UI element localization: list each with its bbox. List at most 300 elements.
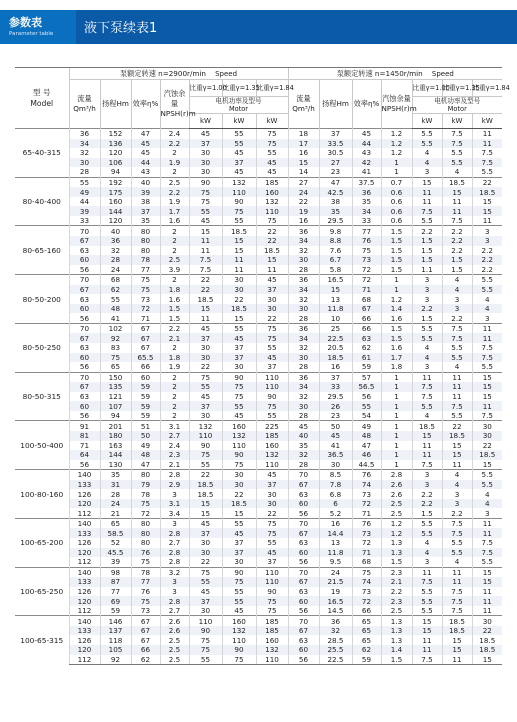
data-cell: 185	[256, 616, 288, 626]
data-cell: 60	[69, 255, 100, 265]
data-cell: 56	[352, 392, 381, 402]
data-cell: 15	[442, 450, 472, 460]
data-cell: 60	[69, 353, 100, 363]
data-cell: 160	[256, 187, 288, 197]
data-cell: 3	[412, 167, 442, 177]
data-cell: 90	[256, 587, 288, 597]
data-cell: 45	[256, 158, 288, 168]
data-cell: 1.3	[381, 626, 412, 636]
data-cell: 77	[352, 226, 381, 236]
data-cell: 4	[412, 158, 442, 168]
speed-1450-header	[288, 68, 502, 80]
data-cell: 1.7	[160, 206, 189, 216]
data-cell: 22.5	[319, 655, 352, 665]
data-cell: 5.5	[472, 557, 502, 567]
data-cell: 2.5	[160, 655, 189, 665]
data-cell: 1.5	[160, 304, 189, 314]
data-cell: 76	[352, 470, 381, 480]
data-cell: 45	[131, 148, 160, 158]
data-cell: 68	[100, 275, 131, 285]
data-cell: 3	[472, 236, 502, 246]
data-cell: 37	[319, 372, 352, 382]
data-cell: 48	[352, 431, 381, 441]
data-cell: 225	[256, 421, 288, 431]
data-cell: 7.5	[442, 518, 472, 528]
data-cell: 2	[160, 275, 189, 285]
data-cell: 36	[69, 129, 100, 139]
data-cell: 1.1	[412, 265, 442, 275]
data-cell: 72	[131, 508, 160, 518]
data-cell: 185	[256, 431, 288, 441]
data-cell: 34	[352, 206, 381, 216]
data-cell: 9.8	[319, 226, 352, 236]
data-cell: 7.5	[412, 460, 442, 470]
data-cell: 2.8	[160, 528, 189, 538]
table-row	[15, 197, 502, 207]
data-cell: 55	[189, 382, 222, 392]
data-cell: 41	[319, 441, 352, 451]
data-cell: 15	[472, 577, 502, 587]
data-cell: 14	[288, 167, 319, 177]
data-cell: 70	[288, 470, 319, 480]
data-cell: 25.5	[319, 645, 352, 655]
data-cell: 73	[352, 489, 381, 499]
sg1-header-1450: 比重γ=1.00	[412, 80, 442, 97]
data-cell: 21.5	[319, 577, 352, 587]
data-cell: 37	[189, 401, 222, 411]
data-cell: 1.6	[160, 216, 189, 226]
model-label: 型 号	[32, 88, 51, 97]
data-cell: 1.5	[412, 246, 442, 256]
data-cell: 90	[222, 197, 256, 207]
data-cell: 112	[69, 655, 100, 665]
data-cell: 80	[131, 538, 160, 548]
data-cell: 15	[412, 626, 442, 636]
data-cell: 4	[412, 411, 442, 421]
model-cell: 80-50-250	[15, 323, 69, 372]
data-cell: 76	[352, 518, 381, 528]
data-cell: 15	[472, 460, 502, 470]
data-cell: 56	[69, 313, 100, 323]
data-cell: 1	[381, 158, 412, 168]
data-cell: 11	[222, 265, 256, 275]
data-cell: 40	[288, 431, 319, 441]
sg3-header-1450: 比重γ=1.84	[472, 80, 502, 97]
data-cell: 150	[100, 372, 131, 382]
data-cell: 1.3	[381, 548, 412, 558]
data-cell: 2.4	[160, 441, 189, 451]
data-cell: 73	[352, 587, 381, 597]
data-cell: 2.2	[442, 226, 472, 236]
data-cell: 120	[69, 645, 100, 655]
data-cell: 18.5	[442, 616, 472, 626]
data-cell: 29.5	[319, 392, 352, 402]
data-cell: 2.2	[412, 489, 442, 499]
data-cell: 3	[442, 489, 472, 499]
data-cell: 55	[256, 148, 288, 158]
data-cell: 45	[189, 518, 222, 528]
data-cell: 2.6	[160, 616, 189, 626]
data-cell: 77	[131, 577, 160, 587]
data-cell: 75	[189, 372, 222, 382]
table-row	[15, 441, 502, 451]
data-cell: 22.5	[319, 333, 352, 343]
data-cell: 18.5	[222, 499, 256, 509]
data-cell: 1	[381, 392, 412, 402]
table-body	[15, 129, 502, 665]
table-row	[15, 548, 502, 558]
data-cell: 72	[131, 304, 160, 314]
data-cell: 55	[69, 177, 100, 187]
data-cell: 160	[256, 635, 288, 645]
data-cell: 3.1	[160, 421, 189, 431]
data-cell: 66	[352, 606, 381, 616]
data-cell: 15	[189, 226, 222, 236]
data-cell: 59	[100, 606, 131, 616]
data-cell: 29.5	[319, 216, 352, 226]
data-cell: 94	[100, 411, 131, 421]
data-cell: 1.8	[160, 353, 189, 363]
data-cell: 45	[222, 167, 256, 177]
table-row	[15, 362, 502, 372]
data-cell: 15	[442, 441, 472, 451]
data-cell: 62	[352, 645, 381, 655]
data-cell: 21	[100, 508, 131, 518]
data-cell: 45	[222, 148, 256, 158]
data-cell: 15	[222, 246, 256, 256]
data-cell: 4	[442, 275, 472, 285]
data-cell: 112	[69, 557, 100, 567]
data-cell: 18.5	[222, 226, 256, 236]
data-cell: 16.5	[319, 275, 352, 285]
table-row	[15, 265, 502, 275]
data-cell: 55	[222, 129, 256, 139]
data-cell: 30	[256, 489, 288, 499]
data-cell: 32	[288, 246, 319, 256]
data-cell: 2.6	[381, 480, 412, 490]
data-cell: 70	[288, 616, 319, 626]
data-cell: 11	[472, 528, 502, 538]
kw-header: kW	[412, 114, 442, 129]
data-cell: 133	[69, 528, 100, 538]
data-cell: 110	[222, 635, 256, 645]
data-cell: 71	[131, 313, 160, 323]
data-cell: 3	[472, 508, 502, 518]
table-row	[15, 577, 502, 587]
data-cell: 37	[222, 538, 256, 548]
speed-2900-label: 泵额定转速 n=2900r/min	[119, 68, 206, 78]
data-cell: 135	[100, 382, 131, 392]
data-cell: 16	[288, 148, 319, 158]
data-cell: 75	[256, 528, 288, 538]
data-cell: 11	[412, 441, 442, 451]
speed-1450-label: 泵额定转速 n=1450r/min	[336, 68, 423, 78]
data-cell: 16	[319, 518, 352, 528]
data-cell: 66	[131, 645, 160, 655]
data-cell: 72	[352, 265, 381, 275]
data-cell: 15	[189, 304, 222, 314]
data-cell: 75	[189, 187, 222, 197]
data-cell: 34	[288, 236, 319, 246]
data-cell: 65	[352, 616, 381, 626]
data-cell: 110	[256, 567, 288, 577]
data-cell: 59	[131, 392, 160, 402]
data-cell: 11	[412, 450, 442, 460]
data-cell: 126	[69, 538, 100, 548]
data-cell: 5.2	[319, 508, 352, 518]
data-cell: 15	[472, 567, 502, 577]
data-cell: 0.6	[381, 216, 412, 226]
data-cell: 70	[288, 567, 319, 577]
data-cell: 16	[288, 216, 319, 226]
data-cell: 2	[160, 343, 189, 353]
data-cell: 2.5	[160, 635, 189, 645]
data-cell: 22	[189, 470, 222, 480]
data-cell: 24	[319, 567, 352, 577]
data-cell: 78	[131, 489, 160, 499]
sg2-header: 比重γ=1.35	[222, 80, 256, 97]
data-cell: 45	[189, 392, 222, 402]
table-row	[15, 353, 502, 363]
data-cell: 126	[69, 489, 100, 499]
data-cell: 44	[131, 158, 160, 168]
data-cell: 15	[442, 645, 472, 655]
data-cell: 27	[319, 158, 352, 168]
data-cell: 30	[222, 275, 256, 285]
data-cell: 5.5	[442, 353, 472, 363]
section-title-cn: 参数表	[9, 16, 42, 29]
data-cell: 2.2	[442, 236, 472, 246]
data-cell: 33	[69, 216, 100, 226]
data-cell: 60	[69, 304, 100, 314]
data-cell: 4	[412, 538, 442, 548]
data-cell: 45	[222, 528, 256, 538]
data-cell: 2.2	[442, 246, 472, 256]
data-cell: 133	[69, 480, 100, 490]
data-cell: 44	[69, 197, 100, 207]
data-cell: 63	[288, 538, 319, 548]
data-cell: 2.2	[381, 587, 412, 597]
data-cell: 1.5	[412, 313, 442, 323]
data-cell: 7.5	[442, 323, 472, 333]
data-cell: 78	[131, 255, 160, 265]
data-cell: 121	[100, 392, 131, 402]
data-cell: 67	[288, 577, 319, 587]
data-cell: 1	[381, 372, 412, 382]
data-cell: 45	[189, 129, 222, 139]
data-cell: 75	[189, 645, 222, 655]
data-cell: 36	[100, 236, 131, 246]
data-cell: 77	[131, 265, 160, 275]
data-cell: 22	[472, 626, 502, 636]
data-cell: 36	[288, 372, 319, 382]
data-cell: 118	[100, 635, 131, 645]
data-cell: 45	[256, 548, 288, 558]
data-cell: 18	[288, 129, 319, 139]
data-cell: 75	[256, 518, 288, 528]
data-cell: 140	[69, 470, 100, 480]
data-cell: 60	[288, 499, 319, 509]
data-cell: 18.5	[256, 246, 288, 256]
data-cell: 0.6	[381, 197, 412, 207]
data-cell: 20.5	[319, 343, 352, 353]
data-cell: 92	[100, 655, 131, 665]
data-cell: 1.5	[381, 323, 412, 333]
data-cell: 185	[256, 177, 288, 187]
data-cell: 17	[288, 139, 319, 149]
data-cell: 5.5	[412, 323, 442, 333]
data-cell: 45.5	[100, 548, 131, 558]
data-cell: 1.5	[381, 236, 412, 246]
data-cell: 1.9	[160, 197, 189, 207]
data-cell: 120	[100, 216, 131, 226]
data-cell: 1	[381, 411, 412, 421]
data-cell: 24	[100, 265, 131, 275]
data-cell: 60	[288, 596, 319, 606]
data-cell: 2	[160, 401, 189, 411]
data-cell: 110	[256, 206, 288, 216]
data-cell: 1.2	[381, 139, 412, 149]
data-cell: 18.5	[472, 187, 502, 197]
data-cell: 1.5	[381, 255, 412, 265]
data-cell: 59	[352, 655, 381, 665]
data-cell: 5.5	[412, 587, 442, 597]
data-cell: 126	[69, 587, 100, 597]
data-cell: 22	[442, 421, 472, 431]
data-cell: 56.5	[352, 382, 381, 392]
data-cell: 61	[352, 353, 381, 363]
data-cell: 75	[352, 246, 381, 256]
data-cell: 2.2	[160, 323, 189, 333]
data-cell: 7.5	[472, 353, 502, 363]
data-cell: 1.5	[442, 255, 472, 265]
table-row	[15, 616, 502, 626]
data-cell: 69	[100, 596, 131, 606]
data-cell: 70	[69, 226, 100, 236]
data-cell: 1.6	[381, 343, 412, 353]
data-cell: 5.5	[472, 470, 502, 480]
motor-label-1450: 电机功率及型号	[434, 97, 481, 105]
data-cell: 22	[256, 313, 288, 323]
data-cell: 7.5	[442, 401, 472, 411]
data-cell: 55	[256, 411, 288, 421]
data-cell: 8.5	[319, 470, 352, 480]
table-row	[15, 480, 502, 490]
data-cell: 4	[412, 343, 442, 353]
data-cell: 15	[222, 508, 256, 518]
data-cell: 32	[288, 392, 319, 402]
data-cell: 1	[381, 285, 412, 295]
data-cell: 36	[288, 323, 319, 333]
data-cell: 32	[288, 450, 319, 460]
data-cell: 65.5	[131, 353, 160, 363]
npsh-header: 汽蚀余量NPSH(r)m	[160, 80, 189, 129]
data-cell: 73	[131, 606, 160, 616]
data-cell: 2.7	[160, 606, 189, 616]
data-cell: 7.6	[319, 246, 352, 256]
data-cell: 75	[189, 635, 222, 645]
motor-label-en: Motor	[228, 105, 249, 113]
data-cell: 30	[256, 304, 288, 314]
table-row	[15, 518, 502, 528]
data-cell: 11.8	[319, 548, 352, 558]
data-cell: 37	[222, 343, 256, 353]
data-cell: 2	[160, 226, 189, 236]
table-row	[15, 450, 502, 460]
speed-2900-header	[69, 68, 288, 80]
data-cell: 77	[100, 587, 131, 597]
data-cell: 30	[472, 431, 502, 441]
table-row	[15, 285, 502, 295]
data-cell: 56	[288, 508, 319, 518]
data-cell: 15	[319, 285, 352, 295]
data-cell: 4	[472, 499, 502, 509]
data-cell: 1	[381, 441, 412, 451]
data-cell: 55	[189, 206, 222, 216]
data-cell: 30	[256, 294, 288, 304]
table-row	[15, 431, 502, 441]
data-cell: 30	[256, 499, 288, 509]
data-cell: 37	[256, 285, 288, 295]
data-cell: 4	[442, 362, 472, 372]
data-cell: 11	[442, 577, 472, 587]
data-cell: 45	[222, 333, 256, 343]
data-cell: 4	[472, 294, 502, 304]
data-cell: 32	[288, 343, 319, 353]
data-cell: 110	[256, 372, 288, 382]
data-cell: 45	[222, 411, 256, 421]
data-cell: 45	[189, 216, 222, 226]
data-cell: 36	[319, 616, 352, 626]
data-cell: 34	[69, 139, 100, 149]
data-cell: 98	[100, 567, 131, 577]
data-cell: 59	[131, 401, 160, 411]
data-cell: 5.5	[442, 148, 472, 158]
data-cell: 34	[288, 285, 319, 295]
data-cell: 22	[256, 226, 288, 236]
data-cell: 2.8	[160, 548, 189, 558]
data-cell: 75	[131, 275, 160, 285]
data-cell: 126	[69, 635, 100, 645]
data-cell: 28.5	[319, 635, 352, 645]
data-cell: 15	[472, 197, 502, 207]
data-cell: 59	[352, 362, 381, 372]
data-cell: 132	[222, 177, 256, 187]
data-cell: 2.2	[472, 255, 502, 265]
data-cell: 62	[352, 343, 381, 353]
data-cell: 1.4	[381, 645, 412, 655]
data-cell: 90	[222, 567, 256, 577]
data-cell: 56	[69, 362, 100, 372]
data-cell: 41	[100, 313, 131, 323]
data-cell: 32	[69, 148, 100, 158]
data-cell: 55	[222, 139, 256, 149]
data-cell: 67	[131, 626, 160, 636]
data-cell: 35	[131, 216, 160, 226]
data-cell: 55	[256, 538, 288, 548]
data-cell: 22	[222, 294, 256, 304]
data-cell: 3	[160, 518, 189, 528]
data-cell: 38	[131, 197, 160, 207]
data-cell: 67	[69, 236, 100, 246]
table-row	[15, 626, 502, 636]
table-row	[15, 587, 502, 597]
data-cell: 62	[100, 285, 131, 295]
data-cell: 30	[189, 606, 222, 616]
table-row	[15, 304, 502, 314]
data-cell: 56	[69, 411, 100, 421]
data-cell: 80	[131, 246, 160, 256]
